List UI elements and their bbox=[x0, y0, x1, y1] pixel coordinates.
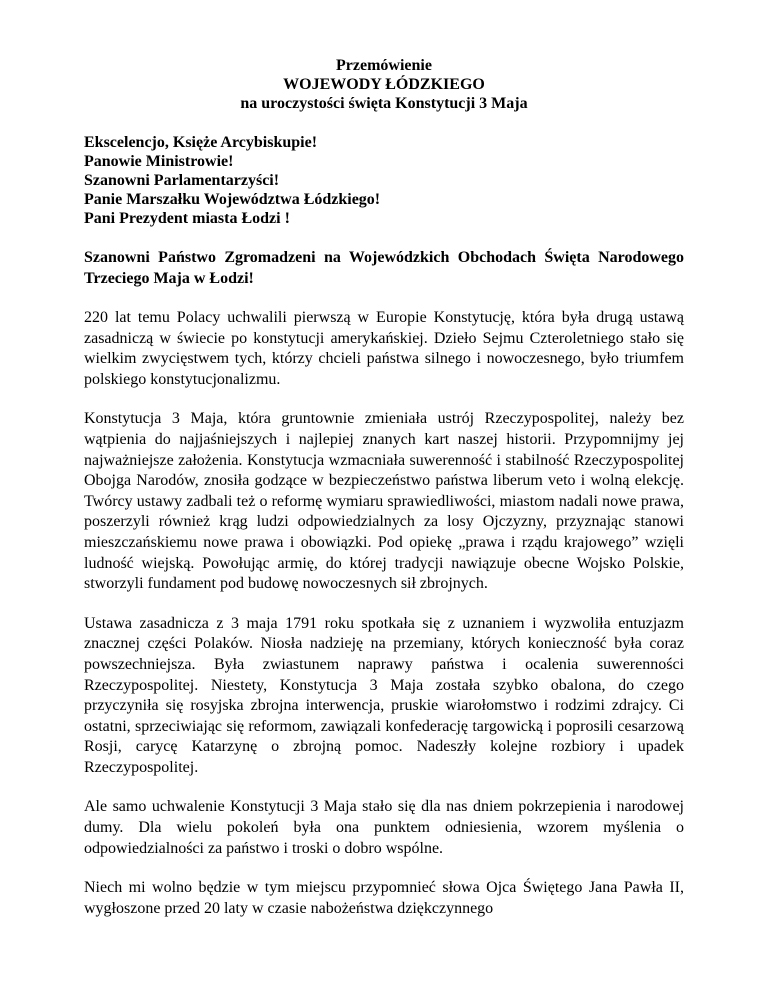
speech-title bbox=[84, 56, 684, 113]
title-line-1: Przemówienie bbox=[336, 57, 432, 74]
salutation-line: Ekscelencjo, Księże Arcybiskupie! bbox=[84, 134, 318, 151]
paragraph: 220 lat temu Polacy uchwalili pierwszą w Europie Konstytucję, która była drugą ustawą zasadniczą w świecie po konstytucji amerykańskiej. Dzieło Sejmu Czteroletniego stało się wielkim zwycięstwem tych, którzy chcieli państwa silnego i nowoczesnego, było triumfem polskiego konstytucjonalizmu. bbox=[84, 309, 684, 388]
paragraph: Ale samo uchwalenie Konstytucji 3 Maja stało się dla nas dniem pokrzepienia i narodowej dumy. Dla wielu pokoleń była ona punktem odniesienia, wzorem myślenia o odpowiedzialności za państwo i troski o dobro wspólne. bbox=[84, 798, 684, 857]
salutation-line: Szanowni Parlamentarzyści! bbox=[84, 172, 280, 189]
salutation-line: Panowie Ministrowie! bbox=[84, 153, 234, 170]
audience-address: Szanowni Państwo Zgromadzeni na Wojewódzkich Obchodach Święta Narodowego Trzeciego Maja w Łodzi! bbox=[84, 249, 684, 287]
salutation-line: Panie Marszałku Województwa Łódzkiego! bbox=[84, 191, 381, 208]
paragraph: Ustawa zasadnicza z 3 maja 1791 roku spotkała się z uznaniem i wyzwoliła entuzjazm znacznej części Polaków. Niosła nadzieję na przemiany, których konieczność była coraz powszechniejsza. Była zwiastunem naprawy państwa i ocalenia suwerenności Rzeczypospolitej. Niestety, Konstytucja 3 Maja została szybko obalona, do czego przyczyniła się rosyjska zbrojna interwencja, pruskie wiarołomstwo i rodzimi zdrajcy. Ci ostatni, sprzeciwiając się reformom, zawiązali konfederację targowicką i poprosili cesarzową Rosji, carycę Katarzynę o zbrojną pomoc. Nadeszły kolejne rozbiory i upadek Rzeczypospolitej. bbox=[84, 614, 684, 776]
paragraph: Konstytucja 3 Maja, która gruntownie zmieniała ustrój Rzeczypospolitej, należy bez wątpienia do najjaśniejszych i najlepiej znanych kart naszej historii. Przypomnijmy jej najważniejsze założenia. Konstytucja wzmacniała suwerenność i stabilność Rzeczypospolitej Obojga Narodów, znosiła godzące w bezpieczeństwo państwa liberum veto i wolną elekcję. Twórcy ustawy zadbali też o reformę wymiaru sprawiedliwości, miastom nadali nowe prawa, poszerzyli również krąg ludzi odpowiedzialnych za losy Ojczyzny, przyznając stanowi mieszczańskiemu nowe prawa i obowiązki. Pod opiekę „prawa i rządu krajowego” wzięli ludność wiejską. Powołując armię, do której tradycji nawiązuje obecne Wojsko Polskie, stworzyli fundament pod budowę nowoczesnych sił zbrojnych. bbox=[84, 410, 684, 593]
salutations bbox=[84, 133, 684, 228]
title-line-2: WOJEWODY ŁÓDZKIEGO bbox=[283, 76, 485, 93]
paragraph: Niech mi wolno będzie w tym miejscu przypomnieć słowa Ojca Świętego Jana Pawła II, wygłoszone przed 20 laty w czasie nabożeństwa dziękczynnego bbox=[84, 879, 684, 917]
title-line-3: na uroczystości święta Konstytucji 3 Maja bbox=[240, 95, 528, 112]
salutation-line: Pani Prezydent miasta Łodzi ! bbox=[84, 210, 290, 227]
